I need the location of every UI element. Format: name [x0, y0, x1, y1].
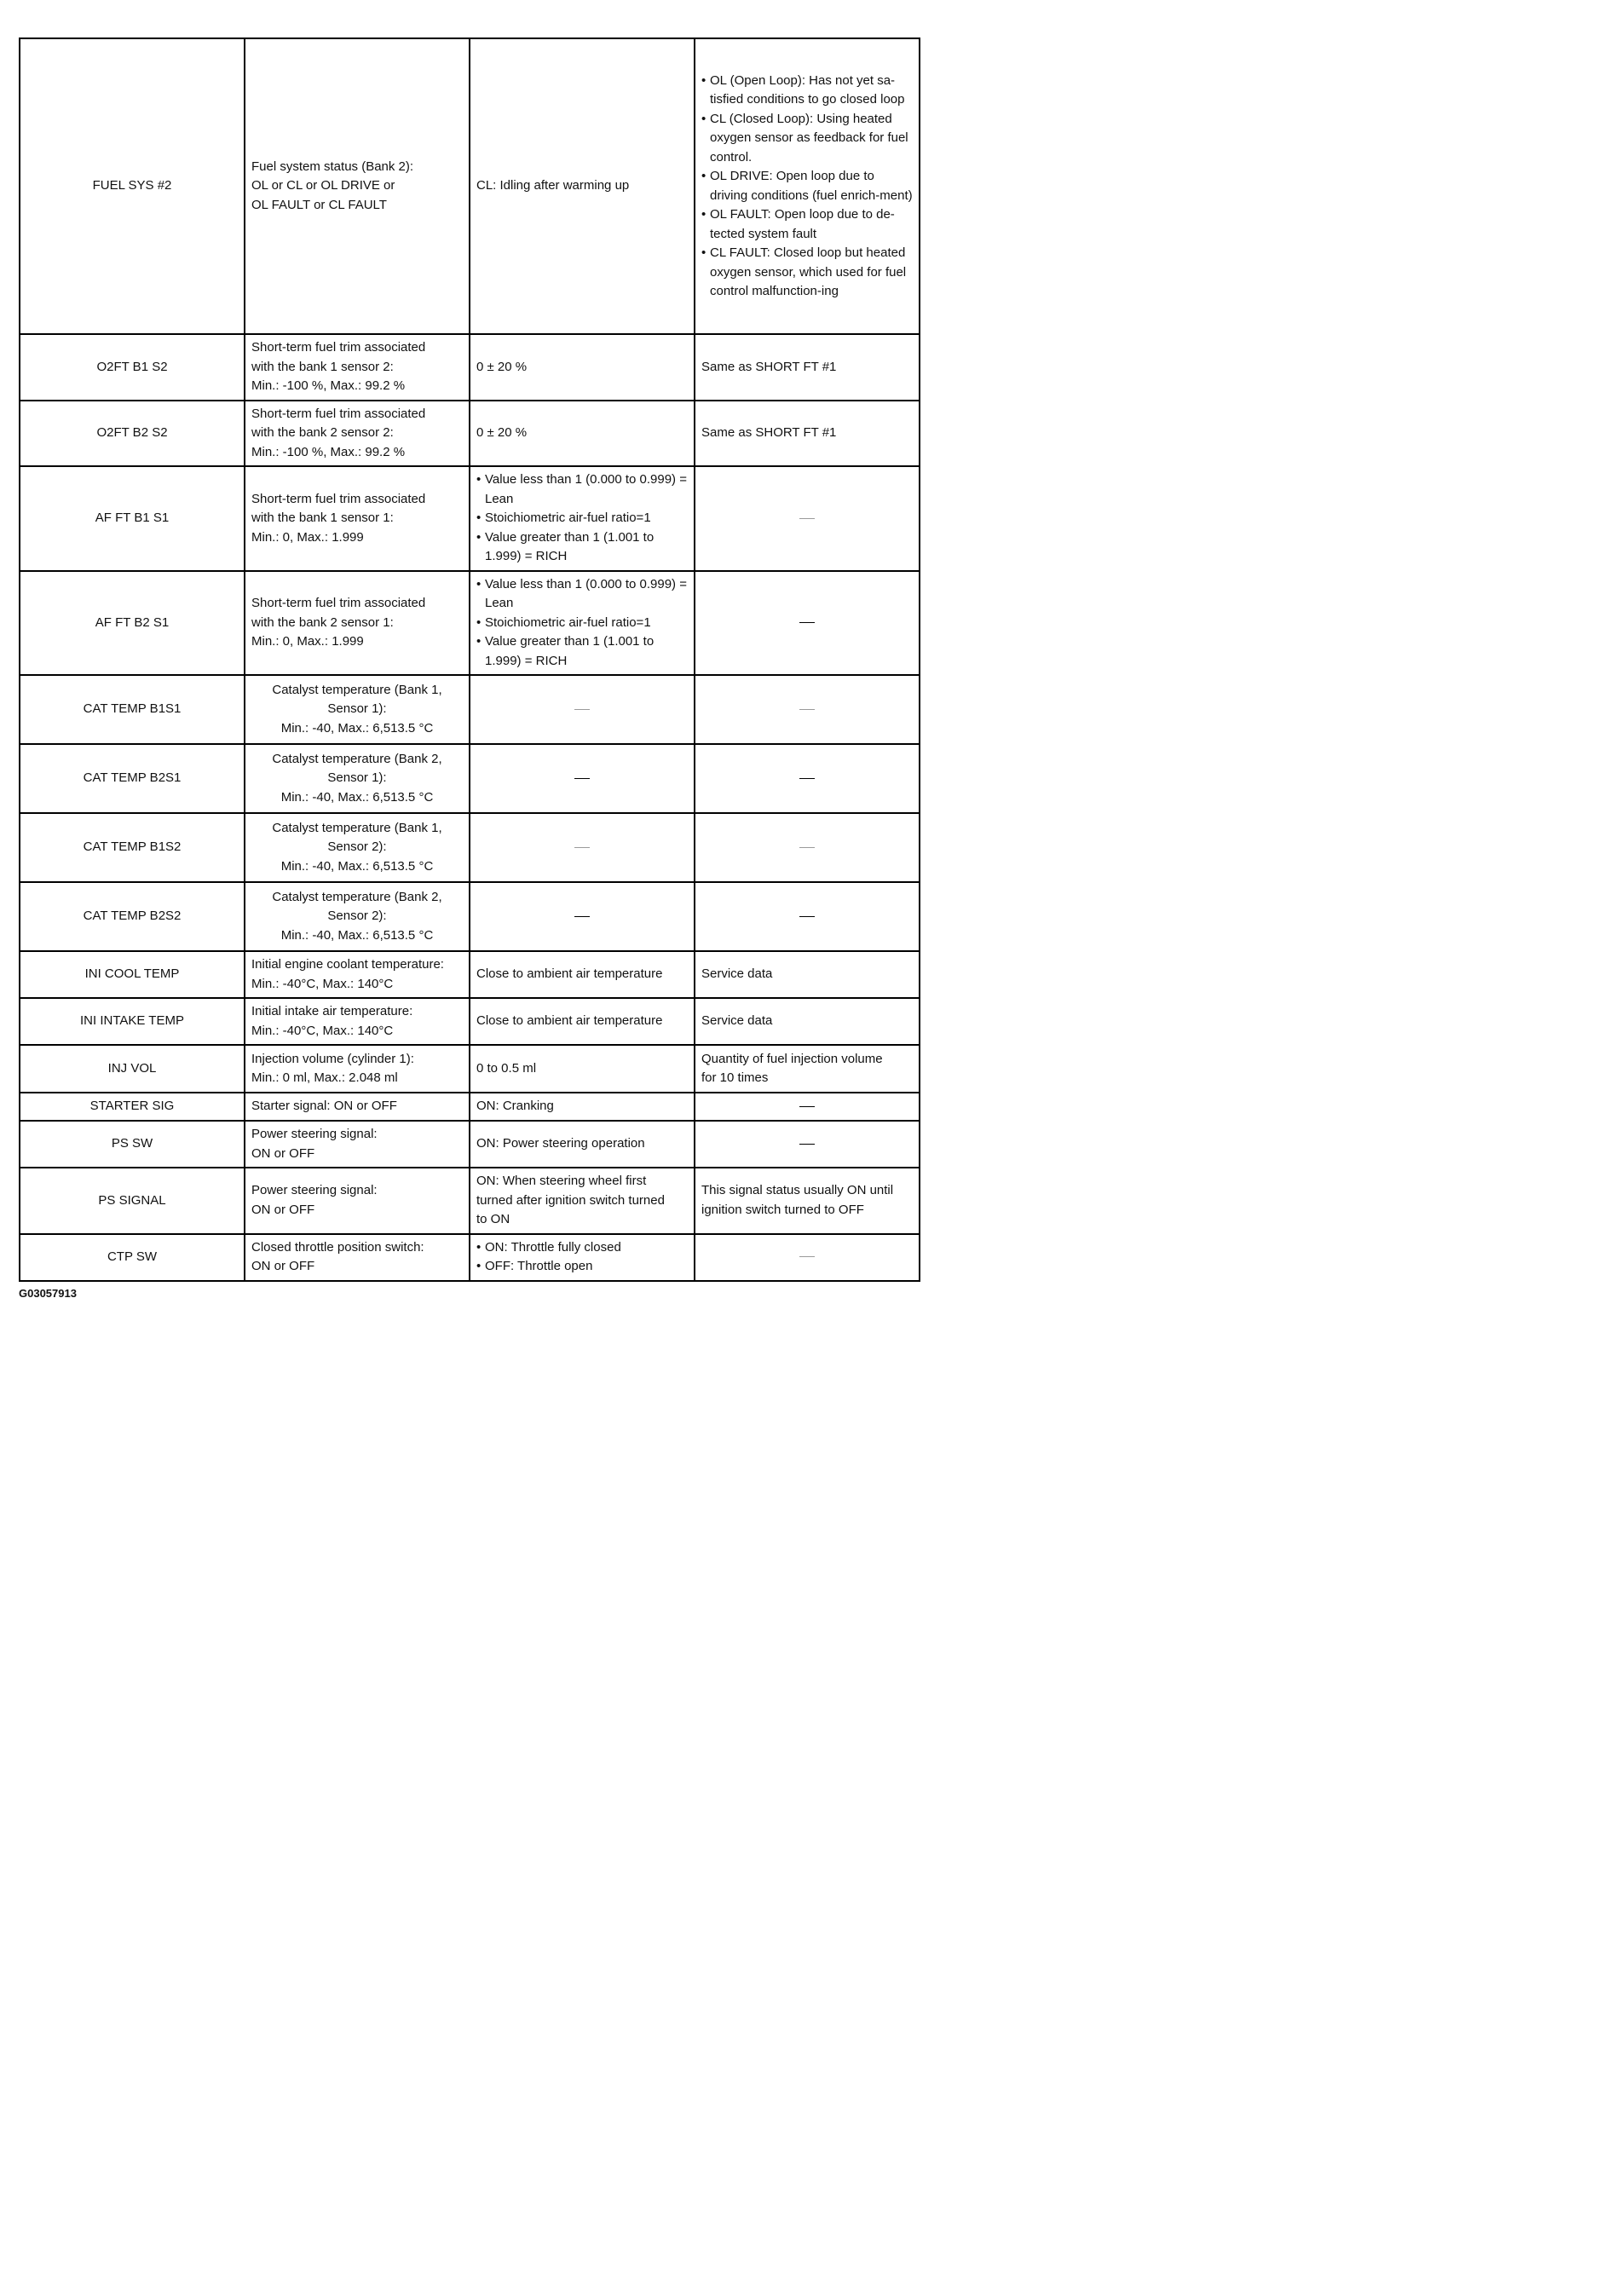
dash-mark: [574, 778, 590, 779]
diagnostic-note-cell: [695, 675, 920, 744]
item-cell: CTP SW: [20, 1234, 245, 1281]
item-cell: STARTER SIG: [20, 1093, 245, 1121]
diagnostic-note-cell: [695, 813, 920, 882]
item-cell: AF FT B2 S1: [20, 571, 245, 676]
figure-id: G03057913: [19, 1287, 77, 1300]
normal-condition-cell: • Value less than 1 (0.000 to 0.999) = Lean • Stoichiometric air-fuel ratio=1 • Value greater than 1 (1.001 to 1.999) = RICH: [470, 466, 695, 571]
diagnostic-note-cell: [695, 1234, 920, 1281]
diagnostic-note-cell: [695, 744, 920, 813]
item-cell: AF FT B1 S1: [20, 466, 245, 571]
item-cell: PS SW: [20, 1121, 245, 1168]
description-cell: Initial engine coolant temperature: Min.: -40°C, Max.: 140°C: [245, 951, 470, 998]
diagnostic-note-cell: • OL (Open Loop): Has not yet sa-tisfied conditions to go closed loop • CL (Closed Loop): Using heated oxygen sensor as feedback for fuel control. • OL DRIVE: Open loop due to driving conditions (fuel enrich-ment) • OL FAULT: Open loop due to de-tected system fault • CL FAULT: Closed loop but heated oxygen sensor, which used for fuel control malfunction-ing: [695, 38, 920, 334]
table-row: [20, 951, 920, 998]
data-list-table: [19, 37, 920, 1282]
diagnostic-note-cell: [695, 882, 920, 951]
description-cell: Fuel system status (Bank 2): OL or CL or OL DRIVE or OL FAULT or CL FAULT: [245, 38, 470, 334]
description-cell: Catalyst temperature (Bank 2, Sensor 1): Min.: -40, Max.: 6,513.5 °C: [245, 744, 470, 813]
table-row: [20, 466, 920, 571]
item-cell: PS SIGNAL: [20, 1168, 245, 1234]
diagnostic-note-cell: Service data: [695, 951, 920, 998]
normal-condition-cell: [470, 675, 695, 744]
normal-condition-cell: ON: Cranking: [470, 1093, 695, 1121]
table-row: [20, 675, 920, 744]
normal-condition-cell: ON: Power steering operation: [470, 1121, 695, 1168]
dash-mark: [799, 847, 815, 848]
description-cell: Catalyst temperature (Bank 2, Sensor 2): Min.: -40, Max.: 6,513.5 °C: [245, 882, 470, 951]
item-cell: FUEL SYS #2: [20, 38, 245, 334]
normal-condition-cell: Close to ambient air temperature: [470, 951, 695, 998]
description-cell: Closed throttle position switch: ON or OFF: [245, 1234, 470, 1281]
normal-condition-cell: ON: When steering wheel first turned after ignition switch turned to ON: [470, 1168, 695, 1234]
description-cell: Short-term fuel trim associated with the bank 2 sensor 1: Min.: 0, Max.: 1.999: [245, 571, 470, 676]
description-cell: Starter signal: ON or OFF: [245, 1093, 470, 1121]
normal-condition-cell: 0 to 0.5 ml: [470, 1045, 695, 1093]
dash-mark: [574, 916, 590, 917]
table-row: [20, 744, 920, 813]
normal-condition-cell: [470, 744, 695, 813]
dash-mark: [574, 847, 590, 848]
table-row: [20, 1045, 920, 1093]
table-row: [20, 882, 920, 951]
item-cell: CAT TEMP B2S2: [20, 882, 245, 951]
item-cell: CAT TEMP B1S1: [20, 675, 245, 744]
normal-condition-cell: Close to ambient air temperature: [470, 998, 695, 1045]
dash-mark: [799, 1106, 815, 1107]
diagnostic-note-cell: Same as SHORT FT #1: [695, 401, 920, 467]
normal-condition-cell: CL: Idling after warming up: [470, 38, 695, 334]
table-row: [20, 1168, 920, 1234]
item-cell: INI COOL TEMP: [20, 951, 245, 998]
item-cell: O2FT B1 S2: [20, 334, 245, 401]
table-row: [20, 813, 920, 882]
description-cell: Catalyst temperature (Bank 1, Sensor 2): Min.: -40, Max.: 6,513.5 °C: [245, 813, 470, 882]
dash-mark: [799, 1256, 815, 1257]
dash-mark: [574, 709, 590, 710]
description-cell: Power steering signal: ON or OFF: [245, 1168, 470, 1234]
description-cell: Injection volume (cylinder 1): Min.: 0 ml, Max.: 2.048 ml: [245, 1045, 470, 1093]
item-cell: O2FT B2 S2: [20, 401, 245, 467]
description-cell: Short-term fuel trim associated with the bank 2 sensor 2: Min.: -100 %, Max.: 99.2 %: [245, 401, 470, 467]
dash-mark: [799, 518, 815, 519]
table-row: [20, 38, 920, 334]
table-row: [20, 998, 920, 1045]
diagnostic-note-cell: [695, 466, 920, 571]
diagnostic-note-cell: [695, 1121, 920, 1168]
dash-mark: [799, 916, 815, 917]
dash-mark: [799, 709, 815, 710]
description-cell: Short-term fuel trim associated with the bank 1 sensor 2: Min.: -100 %, Max.: 99.2 %: [245, 334, 470, 401]
dash-mark: [799, 778, 815, 779]
description-cell: Power steering signal: ON or OFF: [245, 1121, 470, 1168]
diagnostic-note-cell: Quantity of fuel injection volume for 10 times: [695, 1045, 920, 1093]
description-cell: Short-term fuel trim associated with the bank 1 sensor 1: Min.: 0, Max.: 1.999: [245, 466, 470, 571]
item-cell: INJ VOL: [20, 1045, 245, 1093]
normal-condition-cell: [470, 813, 695, 882]
diagnostic-note-cell: Same as SHORT FT #1: [695, 334, 920, 401]
item-cell: CAT TEMP B1S2: [20, 813, 245, 882]
table-row: [20, 571, 920, 676]
normal-condition-cell: 0 ± 20 %: [470, 401, 695, 467]
diagnostic-note-cell: Service data: [695, 998, 920, 1045]
table-row: [20, 1121, 920, 1168]
normal-condition-cell: [470, 882, 695, 951]
diagnostic-note-cell: [695, 571, 920, 676]
table-row: [20, 1234, 920, 1281]
diagnostic-note-cell: This signal status usually ON until ignition switch turned to OFF: [695, 1168, 920, 1234]
table-row: [20, 334, 920, 401]
normal-condition-cell: • ON: Throttle fully closed • OFF: Throttle open: [470, 1234, 695, 1281]
description-cell: Initial intake air temperature: Min.: -40°C, Max.: 140°C: [245, 998, 470, 1045]
dash-mark: [799, 622, 815, 623]
table-row: [20, 401, 920, 467]
dash-mark: [799, 1144, 815, 1145]
diagnostic-note-cell: [695, 1093, 920, 1121]
item-cell: INI INTAKE TEMP: [20, 998, 245, 1045]
description-cell: Catalyst temperature (Bank 1, Sensor 1): Min.: -40, Max.: 6,513.5 °C: [245, 675, 470, 744]
table-row: [20, 1093, 920, 1121]
item-cell: CAT TEMP B2S1: [20, 744, 245, 813]
normal-condition-cell: • Value less than 1 (0.000 to 0.999) = Lean • Stoichiometric air-fuel ratio=1 • Value greater than 1 (1.001 to 1.999) = RICH: [470, 571, 695, 676]
normal-condition-cell: 0 ± 20 %: [470, 334, 695, 401]
